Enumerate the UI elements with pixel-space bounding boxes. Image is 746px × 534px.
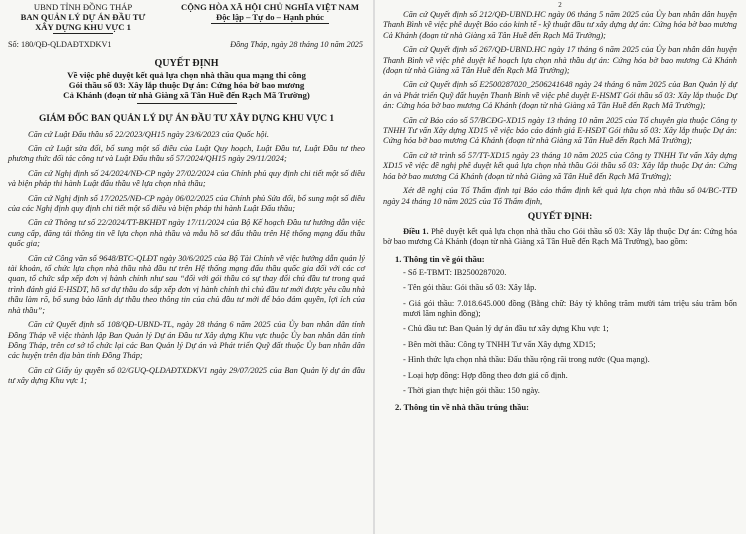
article-1-label: Điều 1. bbox=[403, 226, 429, 236]
agency-name-line2: XÂY DỰNG KHU VỰC 1 bbox=[35, 22, 131, 32]
legal-basis-paragraph: Căn cứ Công văn số 9648/BTC-QLĐT ngày 30/6/2025 của Bộ Tài Chính về việc hướng dẫn quản lý tài khoản, tổ chức lựa chọn nhà thầu nhà đầu tư trên Hệ thống mạng đấu thầu quốc gia đối với các cơ quan, tổ chức sắp xếp đơn vị hành chính như sau “đối với gói thầu có sự thay đổi chủ đầu tư trong quá trình đánh giá E-HSDT, hồ sơ dự thầu do sắp xếp đơn vị hành chính thì chủ đầu tư mới được yêu cầu nhà thầu làm rõ, bổ sung bảo lãnh dự thầu theo thông tin của chủ đầu tư mới để bảo đảm quyền, lợi ích của nhà thầu”; bbox=[8, 253, 365, 315]
reference-line bbox=[8, 40, 365, 49]
agency-name-line1: BAN QUẢN LÝ DỰ ÁN ĐẦU TƯ bbox=[20, 12, 146, 22]
document-number: Số: 180/QĐ-QLDAĐTXDKV1 bbox=[8, 40, 112, 49]
legal-basis-paragraph: Căn cứ Luật Đấu thầu số 22/2023/QH15 ngày 23/6/2023 của Quốc hội. bbox=[28, 129, 269, 139]
legal-basis-paragraph: Căn cứ Báo cáo số 57/BCĐG-XD15 ngày 13 tháng 10 năm 2025 của Tổ chuyên gia thuộc Công ty TNHH Tư vấn Xây dựng XD15 về việc báo cáo đánh giá E-HSĐT Gói thầu số 03: Xây lắp thuộc Dự án: Cứng hóa bờ bao mương Cả Khánh (đoạn từ nhà Giàng xã Tân Huề đến Rạch Mã Trường); bbox=[383, 115, 737, 146]
legal-basis-paragraph: Căn cứ Quyết định số 267/QĐ-UBND.HC ngày 17 tháng 6 năm 2025 của Ủy ban nhân dân huyện Thanh Bình về việc phê duyệt kế hoạch lựa chọn nhà thầu dự án: Cứng hóa bờ bao mương Cả Khánh (đoạn từ nhà Giàng xã Tân Huề đến Rạch Mã Trường); bbox=[383, 45, 737, 76]
document-page-2 bbox=[375, 0, 746, 534]
legal-basis-paragraph: Căn cứ Quyết định số 212/QĐ-UBND.HC ngày 06 tháng 5 năm 2025 của Ủy ban nhân dân huyện Thanh Bình về việc phê duyệt Báo cáo kinh tế - kỹ thuật đầu tư xây dựng dự án: Cứng hóa bờ bao mương Cả Khánh (đoạn từ nhà Giàng xã Tân Huề đến Rạch Mã Trường); bbox=[383, 10, 737, 40]
legal-basis-paragraph: Căn cứ Thông tư số 22/2024/TT-BKHĐT ngày 17/11/2024 của Bộ Kế hoạch Đầu tư hướng dẫn việc cung cấp, đăng tải thông tin về lựa chọn nhà thầu và mẫu hồ sơ đấu thầu trên Hệ thống mạng đấu thầu quốc gia; bbox=[8, 218, 365, 249]
decision-title: QUYẾT ĐỊNH bbox=[154, 58, 219, 69]
package-info-item: - Giá gói thầu: 7.018.645.000 đồng (Bằng chữ: Bảy tỷ không trăm mười tám triệu sáu trăm bốn mươi lăm nghìn đồng); bbox=[403, 298, 737, 318]
national-motto: Độc lập – Tự do – Hạnh phúc bbox=[216, 12, 324, 22]
section-2-title: 2. Thông tin về nhà thầu trúng thầu: bbox=[395, 402, 530, 413]
subject-line: Cả Khánh (đoạn từ nhà Giàng xã Tân Huề đến Rạch Mã Trường) bbox=[63, 90, 310, 101]
motto-underline bbox=[211, 23, 329, 24]
legal-basis-paragraph: Căn cứ Nghị định số 24/2024/NĐ-CP ngày 27/02/2024 của Chính phủ quy định chi tiết một số điều và biện pháp thi hành Luật đấu thầu về lựa chọn nhà thầu; bbox=[8, 168, 365, 189]
decides-heading: QUYẾT ĐỊNH: bbox=[527, 210, 593, 222]
nation-name: CỘNG HÒA XÃ HỘI CHỦ NGHĨA VIỆT NAM bbox=[180, 2, 360, 12]
legal-basis-paragraph: Căn cứ Luật sửa đổi, bổ sung một số điều của Luật Quy hoạch, Luật Đầu tư, Luật Đầu tư theo phương thức đối tác công tư và Luật Đấu thầu số 57/2024/QH15 ngày 29/11/2024; bbox=[8, 144, 365, 164]
director-heading: GIÁM ĐỐC BAN QUẢN LÝ DỰ ÁN ĐẦU TƯ XÂY DỰNG KHU VỰC 1 bbox=[38, 113, 335, 124]
article-1-text: Phê duyệt kết quả lựa chọn nhà thầu cho Gói thầu số 03: Xây lắp thuộc Dự án: Cứng hóa bờ bao mương Cả Khánh (đoạn từ nhà Giàng xã Tân Huề đến Rạch Mã Trường), bao gồm: bbox=[383, 226, 738, 247]
legal-basis-paragraph: Căn cứ Nghị định số 17/2025/NĐ-CP ngày 06/02/2025 của Chính phủ Sửa đổi, bổ sung một số điều của các Nghị định quy định chi tiết một số điều và biện pháp thi hành Luật Đấu thầu; bbox=[8, 193, 365, 214]
issuing-agency bbox=[8, 2, 158, 34]
package-info-item: - Thời gian thực hiện gói thầu: 150 ngày. bbox=[403, 385, 540, 395]
subject-line: Về việc phê duyệt kết quả lựa chọn nhà thầu qua mạng thi công bbox=[67, 70, 306, 80]
legal-basis-paragraph: Căn cứ Quyết định số E2500287020_2506241648 ngày 24 tháng 6 năm 2025 của Ban Quản lý dự án và Phát triển Quỹ đất huyện Thanh Bình về việc phê duyệt E-HSMT Gói thầu số 03: Xây lắp thuộc Dự án: Cứng hóa bờ bao mương Cả Khánh (đoạn từ nhà Giàng xã Tân Huề đến Rạch Mã Trường); bbox=[383, 80, 737, 111]
article-1 bbox=[383, 227, 737, 248]
package-info-item: - Loại hợp đồng: Hợp đồng theo đơn giá cố định. bbox=[403, 370, 568, 380]
legal-basis-paragraph: Căn cứ Giấy ủy quyền số 02/GUQ-QLDAĐTXDKV1 ngày 29/07/2025 của Ban Quản lý dự án đầu tư xây dựng Khu vực 1; bbox=[8, 365, 365, 386]
section-1-title: 1. Thông tin về gói thầu: bbox=[395, 253, 485, 264]
place-and-date: Đồng Tháp, ngày 28 tháng 10 năm 2025 bbox=[230, 40, 363, 49]
package-info-item: - Chủ đầu tư: Ban Quản lý dự án đầu tư xây dựng Khu vực 1; bbox=[403, 324, 609, 334]
package-info-item: - Hình thức lựa chọn nhà thầu: Đấu thầu rộng rãi trong nước (Qua mạng). bbox=[403, 355, 650, 365]
subject-underline bbox=[137, 103, 237, 104]
page-number: 2 bbox=[558, 1, 562, 9]
package-info-item: - Số E-TBMT: IB2500287020. bbox=[403, 267, 507, 277]
legal-basis-paragraph: Căn cứ Quyết định số 108/QĐ-UBND-TL, ngày 28 tháng 6 năm 2025 của Ủy ban nhân dân tỉnh Đồng Tháp về việc thành lập Ban Quản lý Dự án Đầu tư Xây dựng Khu vực thuộc Ủy ban nhân dân tỉnh Đồng Tháp, trên cơ sở tổ chức lại các Ban Quản lý Dự án và Phát triển Quỹ đất thuộc Ủy ban nhân dân các huyện trên địa bàn tỉnh Đồng Tháp; bbox=[8, 320, 365, 361]
legal-basis-paragraph: Căn cứ tờ trình số 57/TT-XD15 ngày 23 tháng 10 năm 2025 của Công ty TNHH Tư vấn Xây dựng XD15 về việc đề nghị phê duyệt kết quả lựa chọn nhà thầu Gói thầu số 03: Xây lắp thuộc Dự án: Cứng hóa bờ bao mương Cả Khánh (đoạn từ nhà Giàng xã Tân Huề đến Rạch Mã Trường); bbox=[383, 150, 737, 181]
package-info-item: - Tên gói thầu: Gói thầu số 03: Xây lắp. bbox=[403, 283, 537, 293]
subject-line: Gói thầu số 03: Xây lắp thuộc Dự án: Cứng hóa bờ bao mương bbox=[68, 80, 305, 91]
decision-subject bbox=[8, 70, 365, 104]
national-title bbox=[175, 2, 365, 34]
agency-underline bbox=[53, 33, 113, 34]
agency-parent: UBND TỈNH ĐỒNG THÁP bbox=[33, 2, 133, 12]
legal-basis-paragraph: Xét đề nghị của Tổ Thẩm định tại Báo cáo thẩm định kết quả lựa chọn nhà thầu số 04/BC-TTĐ ngày 24 tháng 10 năm 2025 của Tổ Thẩm định, bbox=[383, 186, 737, 206]
package-info-item: - Bên mời thầu: Công ty TNHH Tư vấn Xây dựng XD15; bbox=[403, 339, 596, 349]
document-header bbox=[8, 2, 365, 34]
